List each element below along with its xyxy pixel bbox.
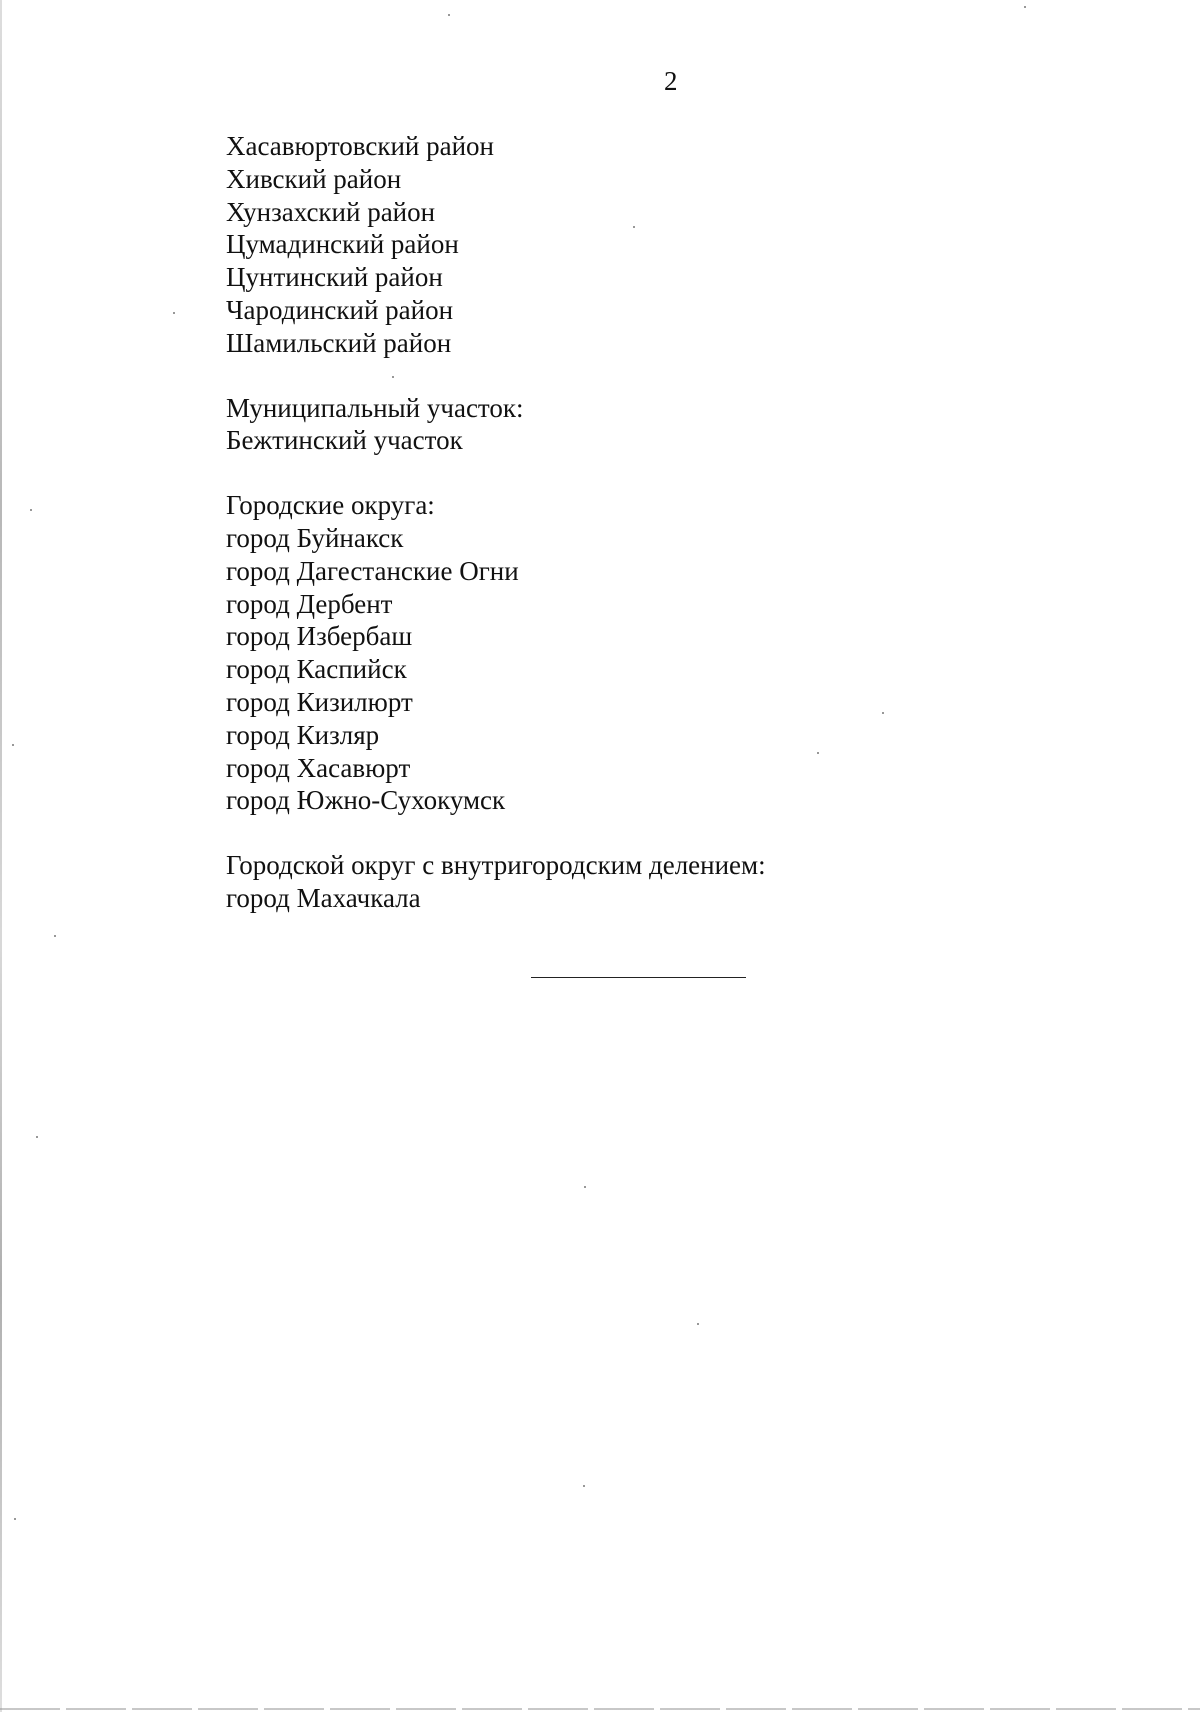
end-of-list-rule [531,977,746,978]
scan-speck [584,1186,586,1188]
scan-speck [173,312,175,314]
urban-districts-heading: Городские округа: [226,490,435,521]
urban-district-item: город Дагестанские Огни [226,555,519,586]
districts-list [226,130,766,360]
urban-district-division-group [226,849,766,915]
urban-district-item: город Избербаш [226,621,413,652]
urban-district-item: город Дербент [226,588,393,619]
urban-district-item: город Каспийск [226,654,407,685]
scan-speck [633,226,635,228]
municipal-section-group [226,392,766,458]
scan-speck [36,1136,38,1138]
scan-speck [12,744,14,746]
scan-speck [697,1323,699,1325]
district-item: Чародинский район [226,294,454,325]
scan-edge-left [0,0,2,1712]
district-item: Хасавюртовский район [226,131,495,161]
scan-speck [392,376,394,378]
scan-speck [882,712,884,714]
urban-district-division-heading: Городской округ с внутригородским делением: [226,850,766,881]
scan-speck [583,1485,585,1487]
urban-district-item: город Кизляр [226,719,380,750]
scan-speck [54,935,56,937]
scan-edge-bottom [0,1708,1200,1710]
urban-district-item: город Южно-Сухокумск [226,785,506,816]
district-item: Цумадинский район [226,229,459,260]
urban-district-item: город Хасавюрт [226,752,411,783]
page-number: 2 [664,66,678,96]
district-item: Цунтинский район [226,262,443,293]
urban-district-item: город Кизилюрт [226,686,413,717]
document-body [226,130,766,915]
scan-speck [817,752,819,754]
municipal-section-heading: Муниципальный участок: [226,392,524,423]
scan-speck [30,509,32,511]
scan-speck [448,14,450,16]
district-item: Хивский район [226,163,402,194]
scan-speck [1024,6,1026,8]
scan-speck [14,1518,16,1520]
urban-district-division-item: город Махачкала [226,882,421,913]
municipal-section-item: Бежтинский участок [226,425,463,456]
urban-district-item: город Буйнакск [226,522,404,553]
urban-districts-group [226,489,766,817]
district-item: Хунзахский район [226,196,436,227]
district-item: Шамильский район [226,327,452,358]
